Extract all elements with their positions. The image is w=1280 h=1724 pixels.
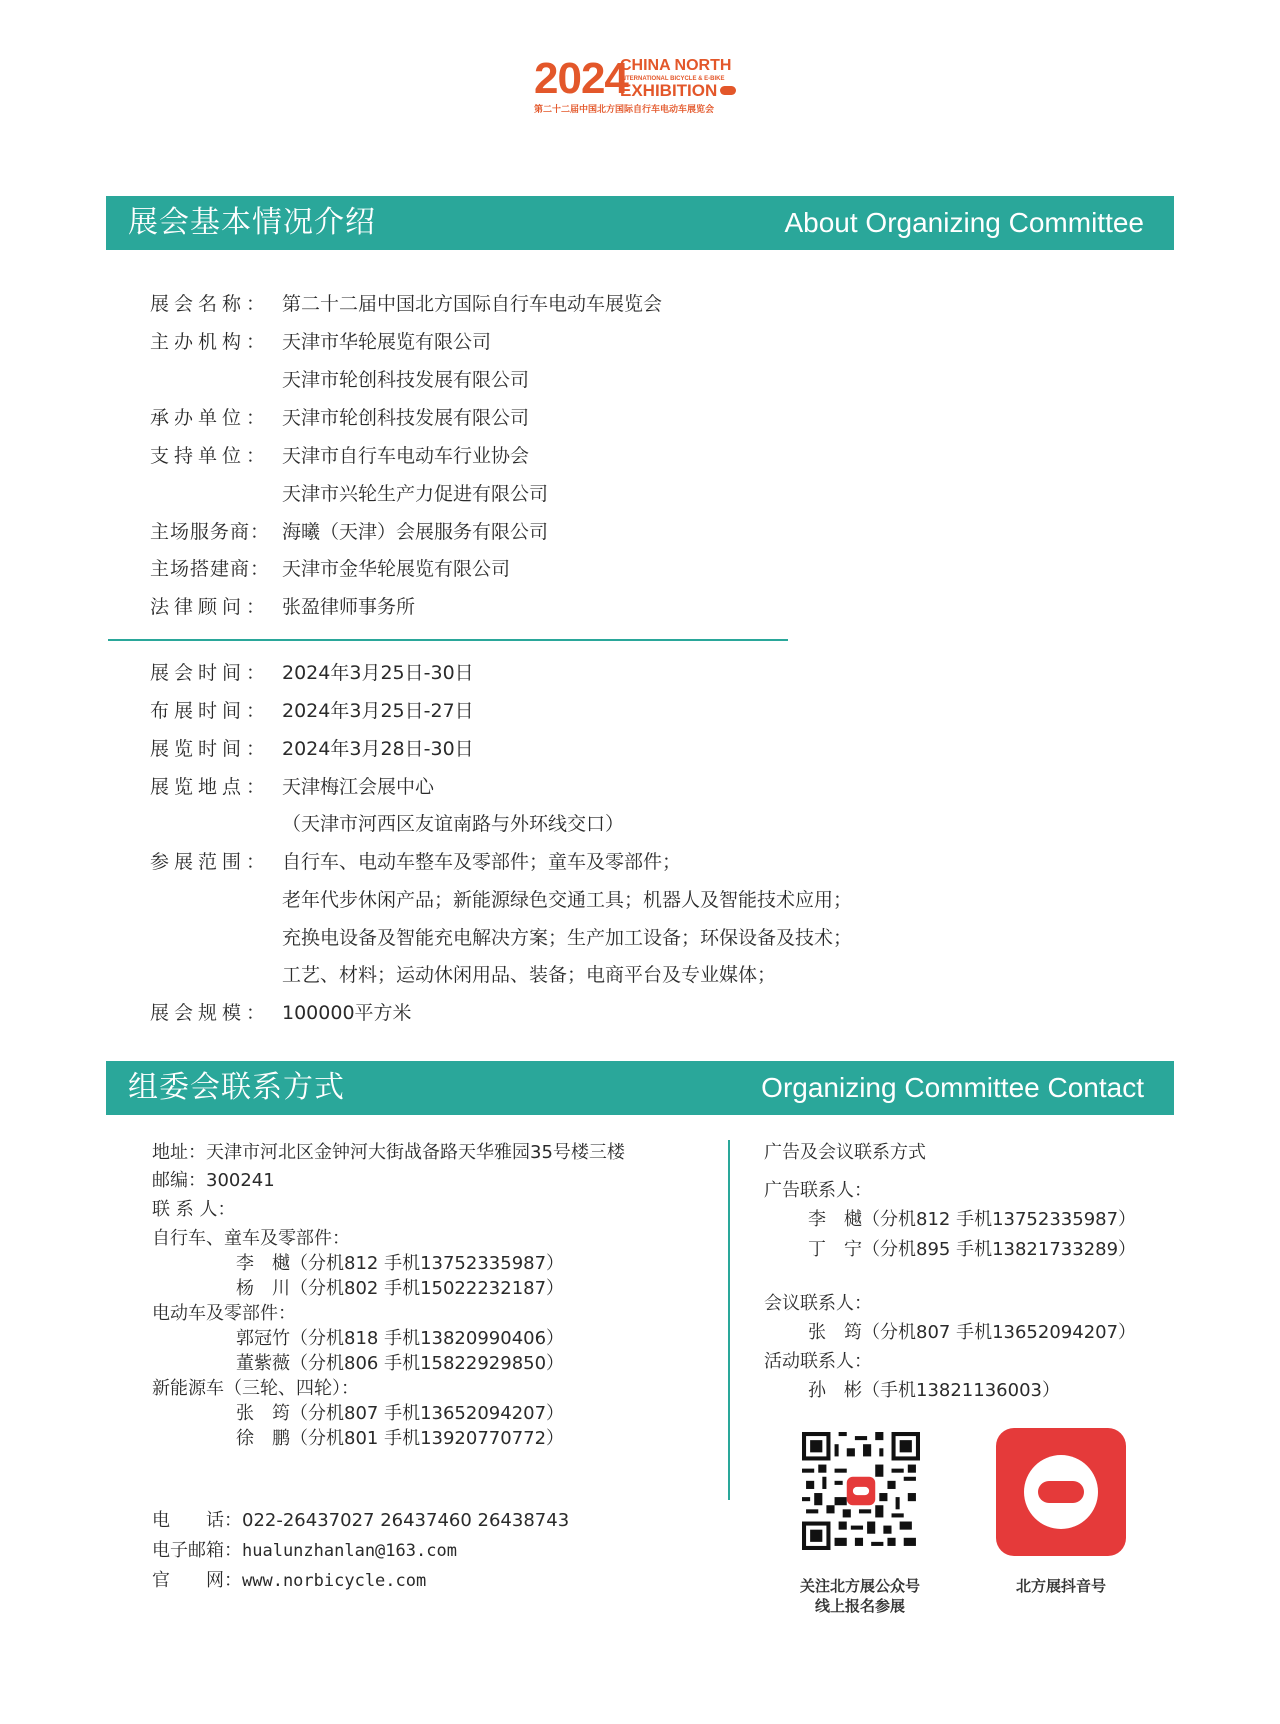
ad-contact-label: 广告联系人： xyxy=(764,1180,872,1201)
schedule-value-continued: （天津市河西区友谊南路与外环线交口） xyxy=(282,813,625,835)
column-divider xyxy=(728,1140,730,1500)
schedule-label: 展会规模： xyxy=(150,1002,271,1024)
info-value: 天津市金华轮展览有限公司 xyxy=(282,558,511,580)
schedule-label: 展览时间： xyxy=(150,738,271,760)
info-value: 第二十二届中国北方国际自行车电动车展览会 xyxy=(282,293,663,315)
section-header-about xyxy=(106,196,1174,250)
info-row xyxy=(150,406,529,430)
section-title-cn: 组委会联系方式 xyxy=(128,1070,345,1105)
email-link[interactable]: hualunzhanlan@163.com xyxy=(242,1541,457,1561)
info-value-continued: 天津市兴轮生产力促进有限公司 xyxy=(282,483,549,505)
info-row xyxy=(150,520,548,544)
info-label: 主场服务商： xyxy=(150,521,271,543)
info-label: 承办单位： xyxy=(150,407,271,429)
section-header-contact xyxy=(106,1061,1174,1115)
info-label: 支持单位： xyxy=(150,445,271,467)
contact-person: 张 筠（分机807 手机13652094207） xyxy=(808,1322,1137,1343)
section-title-en: About Organizing Committee xyxy=(784,207,1144,238)
schedule-value-continued: 老年代步休闲产品；新能源绿色交通工具；机器人及智能技术应用； xyxy=(282,889,853,911)
info-label: 主场搭建商： xyxy=(150,558,271,580)
schedule-label: 布展时间： xyxy=(150,700,271,722)
schedule-row xyxy=(150,1001,412,1025)
info-label: 法律顾问： xyxy=(150,596,271,618)
qr-caption-line-1: 关注北方展公众号 xyxy=(799,1577,920,1595)
info-value: 天津市轮创科技发展有限公司 xyxy=(282,407,530,429)
schedule-value: 自行车、电动车整车及零部件；童车及零部件； xyxy=(282,851,682,873)
email-label: 电子邮箱： xyxy=(152,1540,242,1561)
contacts-label: 联 系 人： xyxy=(152,1199,236,1220)
logo-year: 2024 xyxy=(534,54,628,103)
right-title: 广告及会议联系方式 xyxy=(764,1142,926,1163)
phone-label: 电 话： xyxy=(152,1510,242,1531)
section-title-cn: 展会基本情况介绍 xyxy=(128,205,376,240)
wechat-qr-code-icon[interactable] xyxy=(802,1432,920,1550)
schedule-label: 参展范围： xyxy=(150,851,271,873)
schedule-row xyxy=(150,661,474,685)
contact-person: 李 樾（分机812 手机13752335987） xyxy=(808,1209,1137,1230)
schedule-label: 展会时间： xyxy=(150,662,271,684)
website-label: 官 网： xyxy=(152,1570,242,1591)
phone-value: 022-26437027 26437460 26438743 xyxy=(242,1510,570,1531)
douyin-caption: 北方展抖音号 xyxy=(1015,1577,1106,1595)
schedule-value: 2024年3月25日-30日 xyxy=(282,662,474,684)
douyin-code-icon[interactable] xyxy=(996,1428,1126,1556)
group-title: 电动车及零部件： xyxy=(152,1303,296,1324)
douyin-logo-icon xyxy=(1038,1481,1084,1503)
info-label: 展会名称： xyxy=(150,293,271,315)
section-title-en: Organizing Committee Contact xyxy=(761,1072,1144,1103)
logo-line-3: EXHIBITION xyxy=(620,81,718,100)
info-row xyxy=(150,330,491,354)
logo-chinese-title: 第二十二届中国北方国际自行车电动车展览会 xyxy=(534,105,715,115)
website-link[interactable]: www.norbicycle.com xyxy=(242,1571,427,1591)
info-label: 主办机构： xyxy=(150,331,271,353)
info-row xyxy=(150,292,662,316)
info-value: 张盈律师事务所 xyxy=(282,596,416,618)
schedule-label: 展览地点： xyxy=(150,776,271,798)
section-divider xyxy=(108,639,788,641)
qr-caption-line-2: 线上报名参展 xyxy=(814,1597,905,1615)
contact-person: 李 樾（分机812 手机13752335987） xyxy=(236,1253,565,1274)
schedule-value: 2024年3月25日-27日 xyxy=(282,700,474,722)
contact-person: 孙 彬（手机13821136003） xyxy=(808,1380,1060,1401)
douyin-code-ring xyxy=(1024,1455,1098,1529)
group-title: 新能源车（三轮、四轮）： xyxy=(152,1378,359,1399)
group-title: 自行车、童车及零部件： xyxy=(152,1228,350,1249)
schedule-value: 100000平方米 xyxy=(282,1002,412,1024)
logo-line-1: CHINA NORTH xyxy=(620,57,732,74)
meeting-contact-label: 会议联系人： xyxy=(764,1293,872,1314)
contact-person: 杨 川（分机802 手机15022232187） xyxy=(236,1278,565,1299)
address: 地址：天津市河北区金钟河大街战备路天华雅园35号楼三楼 xyxy=(152,1142,625,1163)
schedule-row xyxy=(150,850,681,874)
schedule-value: 天津梅江会展中心 xyxy=(282,776,435,798)
schedule-value-continued: 充换电设备及智能充电解决方案；生产加工设备；环保设备及技术； xyxy=(282,927,853,949)
info-value: 海曦（天津）会展服务有限公司 xyxy=(282,521,549,543)
event-contact-label: 活动联系人： xyxy=(764,1351,872,1372)
contact-person: 张 筠（分机807 手机13652094207） xyxy=(236,1403,565,1424)
info-row xyxy=(150,595,415,619)
exhibition-logo xyxy=(534,54,744,118)
info-value-continued: 天津市轮创科技发展有限公司 xyxy=(282,369,530,391)
qr-caption xyxy=(780,1576,940,1616)
email-row xyxy=(152,1540,457,1562)
contact-person: 丁 宁（分机895 手机13821733289） xyxy=(808,1239,1137,1260)
schedule-row xyxy=(150,699,474,723)
info-value: 天津市自行车电动车行业协会 xyxy=(282,445,530,467)
logo-line-2: INTERNATIONAL BICYCLE & E-BIKE xyxy=(620,76,725,82)
phone-row xyxy=(152,1510,569,1532)
logo-badge-icon xyxy=(720,86,736,95)
website-row xyxy=(152,1570,426,1592)
contact-person: 徐 鹏（分机801 手机13920770772） xyxy=(236,1428,565,1449)
info-value: 天津市华轮展览有限公司 xyxy=(282,331,492,353)
info-row xyxy=(150,444,529,468)
schedule-row xyxy=(150,775,434,799)
schedule-value-continued: 工艺、材料；运动休闲用品、装备；电商平台及专业媒体； xyxy=(282,964,777,986)
postcode: 邮编：300241 xyxy=(152,1170,275,1191)
contact-person: 董紫薇（分机806 手机15822929850） xyxy=(236,1353,565,1374)
schedule-row xyxy=(150,737,474,761)
contact-person: 郭冠竹（分机818 手机13820990406） xyxy=(236,1328,565,1349)
info-row xyxy=(150,557,510,581)
schedule-value: 2024年3月28日-30日 xyxy=(282,738,474,760)
